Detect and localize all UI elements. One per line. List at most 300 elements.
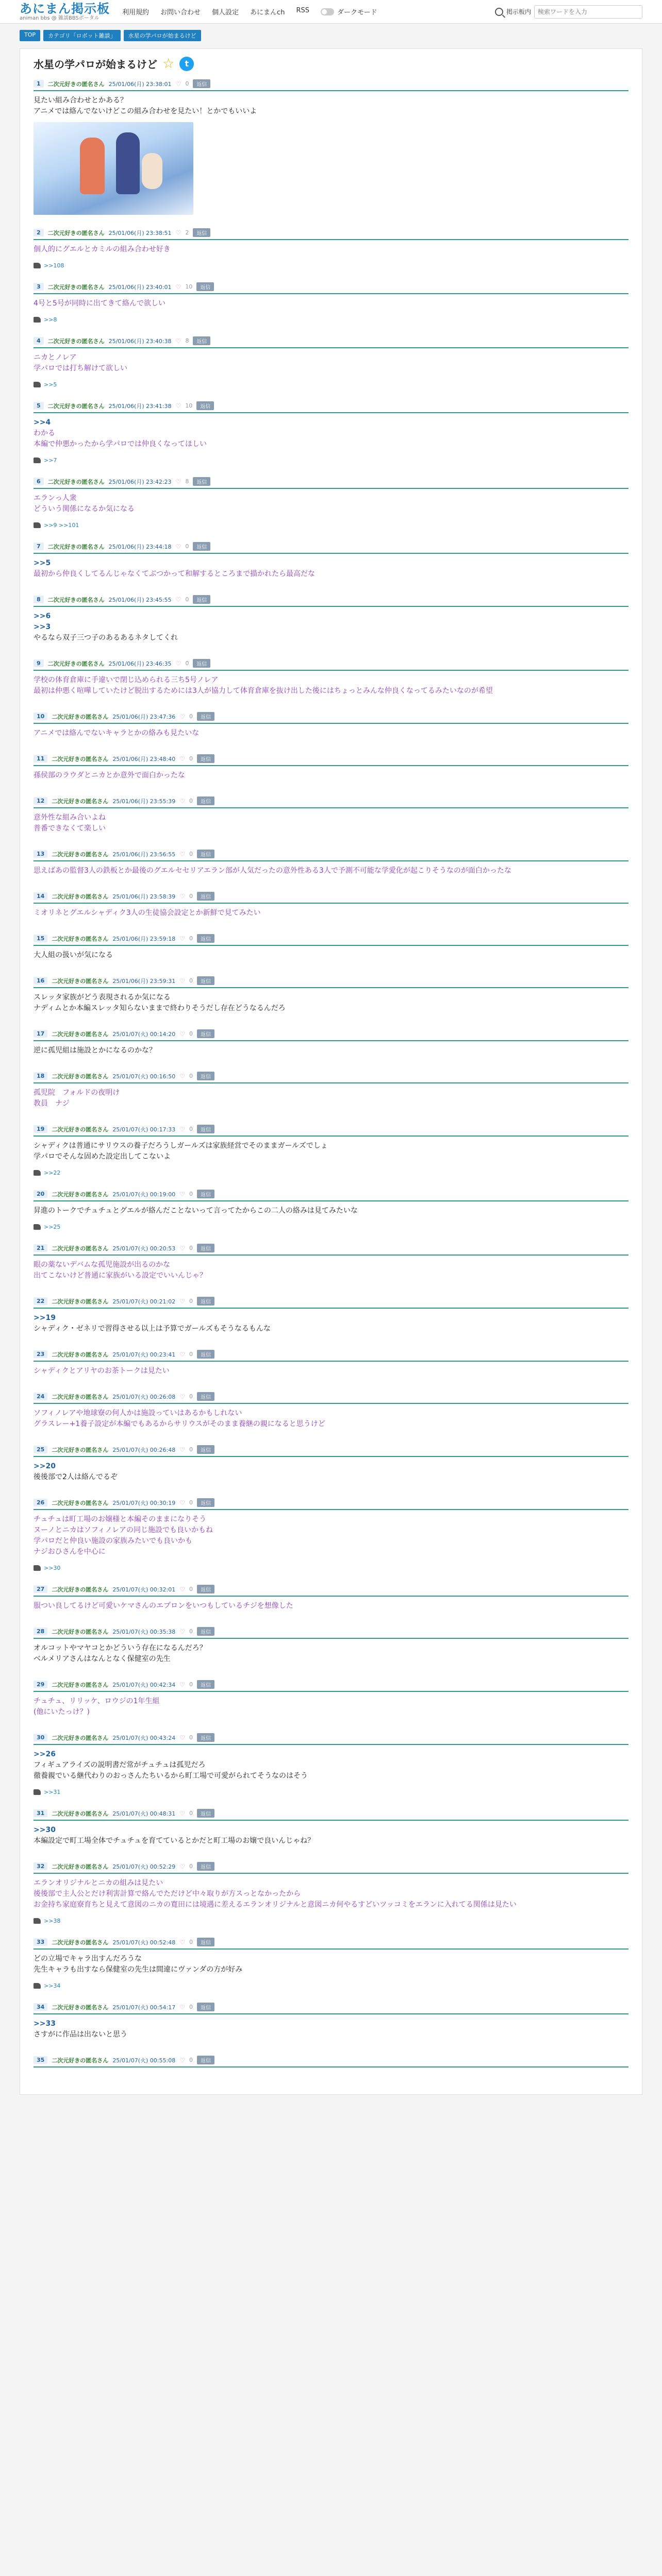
reply-button[interactable]: 返信 xyxy=(197,754,214,763)
post-number[interactable]: 27 xyxy=(34,1585,47,1593)
post xyxy=(34,1862,628,1924)
post-date: 25/01/07(火) 00:20:53 xyxy=(112,1245,176,1252)
like-count: 0 xyxy=(189,1499,193,1506)
post-header xyxy=(34,754,628,766)
post-replies xyxy=(34,1918,628,1924)
quote-link[interactable]: >>20 xyxy=(34,1462,56,1470)
post-number[interactable]: 28 xyxy=(34,1628,47,1635)
reply-button[interactable]: 返信 xyxy=(197,976,214,985)
post-body xyxy=(34,1201,628,1218)
reply-button[interactable]: 返信 xyxy=(197,1680,214,1689)
body-line: 徹養親でいる継代わりのおっさんたちいるから町工場で可愛がられてそうなのはそう xyxy=(34,1772,308,1780)
reply-links[interactable]: >>31 xyxy=(44,1789,61,1795)
heart-icon[interactable]: ♡ xyxy=(179,797,185,805)
post-body xyxy=(34,1041,628,1058)
body-line: 見たい組み合わせとかある？ xyxy=(34,96,127,105)
body-line: 本編で仲悪かったから学パロでは仲良くなってほしい xyxy=(34,440,207,448)
post-number[interactable]: 30 xyxy=(34,1734,47,1741)
site-header xyxy=(0,0,662,24)
heart-icon[interactable]: ♡ xyxy=(175,659,181,667)
page-title: 水星の学パロが始まるけど xyxy=(34,58,157,71)
post xyxy=(34,2003,628,2042)
like-count: 0 xyxy=(189,755,193,762)
reply-icon xyxy=(34,317,41,323)
like-count: 2 xyxy=(185,229,189,236)
post xyxy=(34,1029,628,1058)
post-date: 25/01/07(火) 00:54:17 xyxy=(112,2004,176,2011)
post xyxy=(34,659,628,699)
like-count: 0 xyxy=(185,80,189,87)
post-body xyxy=(34,1404,628,1432)
post-header xyxy=(34,850,628,861)
quote-link[interactable]: >>3 xyxy=(34,623,51,631)
post-header xyxy=(34,2056,628,2067)
character-figure xyxy=(80,138,105,194)
post-header xyxy=(34,1350,628,1362)
poster-name: 二次元好きの匿名さん xyxy=(52,798,109,805)
reply-button[interactable]: 返信 xyxy=(197,1627,214,1636)
heart-icon[interactable]: ♡ xyxy=(175,337,181,345)
heart-icon[interactable]: ♡ xyxy=(179,713,185,720)
post-header xyxy=(34,542,628,554)
post-replies xyxy=(34,1565,628,1571)
quote-link[interactable]: >>19 xyxy=(34,1314,56,1322)
post-number[interactable]: 20 xyxy=(34,1190,47,1198)
reply-button[interactable]: 返信 xyxy=(197,1297,214,1306)
post-body xyxy=(34,671,628,699)
dark-mode-label: ダークモード xyxy=(337,9,377,16)
reply-button[interactable]: 返信 xyxy=(197,712,214,721)
like-count: 0 xyxy=(189,2057,193,2063)
heart-icon[interactable]: ♡ xyxy=(175,80,181,88)
body-line: スレッタ家族がどう表現されるか気になる xyxy=(34,993,171,1002)
post-body xyxy=(34,489,628,517)
like-count: 0 xyxy=(189,851,193,857)
post-body xyxy=(34,413,628,452)
body-line: 普番できなくて楽しい xyxy=(34,824,106,833)
toggle-switch[interactable] xyxy=(321,8,334,15)
top-nav xyxy=(122,7,309,16)
thread-header xyxy=(34,56,628,71)
post-number[interactable]: 15 xyxy=(34,935,47,942)
reply-icon xyxy=(34,1918,41,1924)
post-date: 25/01/06(月) 23:40:01 xyxy=(108,283,172,291)
post-date: 25/01/06(月) 23:47:36 xyxy=(112,713,176,720)
post xyxy=(34,1125,628,1176)
post-body xyxy=(34,1137,628,1164)
character-figure xyxy=(142,153,162,189)
post-image[interactable] xyxy=(34,122,193,215)
post-date: 25/01/07(火) 00:55:08 xyxy=(112,2057,176,2064)
post-number[interactable]: 6 xyxy=(34,478,44,485)
heart-icon[interactable]: ♡ xyxy=(179,1938,185,1946)
reply-links[interactable]: >>25 xyxy=(44,1224,61,1230)
post-body xyxy=(34,724,628,741)
poster-name: 二次元好きの匿名さん xyxy=(52,1073,109,1080)
post xyxy=(34,401,628,464)
post-number[interactable]: 23 xyxy=(34,1350,47,1358)
heart-icon[interactable]: ♡ xyxy=(175,596,181,603)
reply-button[interactable]: 返信 xyxy=(197,1392,214,1401)
reply-button[interactable]: 返信 xyxy=(197,1585,214,1594)
like-count: 0 xyxy=(185,543,189,550)
heart-icon[interactable]: ♡ xyxy=(179,1350,185,1358)
post-header xyxy=(34,336,628,348)
poster-name: 二次元好きの匿名さん xyxy=(52,1245,109,1252)
like-count: 10 xyxy=(185,283,193,290)
heart-icon[interactable]: ♡ xyxy=(179,1190,185,1198)
heart-icon[interactable]: ♡ xyxy=(179,1393,185,1400)
search-input[interactable] xyxy=(534,5,642,19)
post-number[interactable]: 11 xyxy=(34,755,47,762)
search-icon[interactable] xyxy=(495,8,503,16)
heart-icon[interactable]: ♡ xyxy=(179,935,185,942)
post-body xyxy=(34,1083,628,1111)
quote-link[interactable]: >>5 xyxy=(34,559,51,567)
post-number[interactable]: 5 xyxy=(34,402,44,410)
post-number[interactable]: 9 xyxy=(34,659,44,667)
reply-button[interactable]: 返信 xyxy=(197,1072,214,1080)
heart-icon[interactable]: ♡ xyxy=(179,1585,185,1593)
post-number[interactable]: 12 xyxy=(34,797,47,805)
site-subtitle: animan bbs @ 雑談BBSポータル xyxy=(20,15,100,21)
poster-name: 二次元好きの匿名さん xyxy=(52,2004,109,2011)
heart-icon[interactable]: ♡ xyxy=(179,892,185,900)
post xyxy=(34,1297,628,1336)
post-date: 25/01/06(月) 23:45:55 xyxy=(108,596,172,603)
body-line: オルコットやマヤコとかどういう存在になるんだろ？ xyxy=(34,1644,207,1652)
breadcrumb-thread[interactable]: 水星の学パロが始まるけど xyxy=(124,30,201,41)
post xyxy=(34,1392,628,1432)
poster-name: 二次元好きの匿名さん xyxy=(52,1810,109,1817)
heart-icon[interactable]: ♡ xyxy=(179,1862,185,1870)
post-number[interactable]: 34 xyxy=(34,2003,47,2011)
post xyxy=(34,336,628,388)
post-date: 25/01/07(火) 00:21:02 xyxy=(112,1298,176,1305)
post-body xyxy=(34,1692,628,1720)
poster-name: 二次元好きの匿名さん xyxy=(52,1298,109,1305)
poster-name: 二次元好きの匿名さん xyxy=(52,935,109,942)
post-date: 25/01/06(月) 23:42:23 xyxy=(108,478,172,485)
reply-icon xyxy=(34,1224,41,1230)
reply-links[interactable]: >>8 xyxy=(44,316,57,323)
reply-button[interactable]: 返信 xyxy=(197,1809,214,1818)
reply-button[interactable]: 返信 xyxy=(196,401,214,410)
poster-name: 二次元好きの匿名さん xyxy=(52,1628,109,1635)
breadcrumb-top[interactable]: TOP xyxy=(20,30,40,41)
reply-links[interactable]: >>9 >>101 xyxy=(44,522,79,529)
heart-icon[interactable]: ♡ xyxy=(179,1297,185,1305)
reply-button[interactable]: 返信 xyxy=(197,1733,214,1742)
reply-button[interactable]: 返信 xyxy=(197,850,214,858)
post-number[interactable]: 16 xyxy=(34,977,47,985)
body-line: 最初は仲悪く喧嘩していたけど脱出するためには3人が協力して体育倉庫を抜け出した後にはちょっとみんな仲良くなってるみたいなのが希望 xyxy=(34,687,493,695)
reply-button[interactable]: 返信 xyxy=(197,2056,214,2064)
twitter-share-icon[interactable]: t xyxy=(179,57,194,71)
post xyxy=(34,1190,628,1230)
heart-icon[interactable]: ♡ xyxy=(175,543,181,550)
post-header xyxy=(34,1190,628,1201)
post-body xyxy=(34,808,628,836)
heart-icon[interactable]: ♡ xyxy=(179,1809,185,1817)
like-count: 0 xyxy=(189,1030,193,1037)
reply-links[interactable]: >>22 xyxy=(44,1170,61,1176)
reply-button[interactable]: 返信 xyxy=(193,659,210,668)
post xyxy=(34,934,628,963)
post-date: 25/01/07(火) 00:43:24 xyxy=(112,1734,176,1741)
post-number[interactable]: 17 xyxy=(34,1030,47,1038)
reply-button[interactable]: 返信 xyxy=(197,1029,214,1038)
reply-button[interactable]: 返信 xyxy=(193,336,210,345)
nav-rss[interactable]: RSS xyxy=(296,7,309,14)
poster-name: 二次元好きの匿名さん xyxy=(47,337,105,345)
post-number[interactable]: 14 xyxy=(34,892,47,900)
like-count: 8 xyxy=(185,337,189,344)
poster-name: 二次元好きの匿名さん xyxy=(52,1863,109,1870)
post-body xyxy=(34,91,628,119)
post-number[interactable]: 22 xyxy=(34,1297,47,1305)
reply-button[interactable]: 返信 xyxy=(197,796,214,805)
quote-link[interactable]: >>6 xyxy=(34,612,51,620)
poster-name: 二次元好きの匿名さん xyxy=(47,80,105,88)
post-number[interactable]: 19 xyxy=(34,1125,47,1133)
body-line: シャディク・ゼネリで習得させる以上は予算でガールズもそうなるもんな xyxy=(34,1325,271,1333)
reply-button[interactable]: 返信 xyxy=(197,1862,214,1871)
heart-icon[interactable]: ♡ xyxy=(179,1446,185,1453)
post-number[interactable]: 32 xyxy=(34,1862,47,1870)
heart-icon[interactable]: ♡ xyxy=(179,1734,185,1741)
heart-icon[interactable]: ♡ xyxy=(179,1125,185,1133)
quote-link[interactable]: >>30 xyxy=(34,1826,56,1834)
heart-icon[interactable]: ♡ xyxy=(179,1499,185,1506)
site-logo[interactable] xyxy=(20,2,110,21)
nav-terms[interactable]: 利用規約 xyxy=(122,9,150,16)
body-line: 個人的にグエルとカミルの組み合わせ好き xyxy=(34,245,171,253)
heart-icon[interactable]: ♡ xyxy=(175,229,181,236)
post-date: 25/01/07(火) 00:32:01 xyxy=(112,1586,176,1593)
post-date: 25/01/06(月) 23:46:35 xyxy=(108,660,172,667)
post-body xyxy=(34,2014,628,2042)
body-line: 昇進のトークでチュチュとグエルが絡んだことないって言ってたからこの二人の絡みは見てみたいな xyxy=(34,1207,358,1215)
post-body xyxy=(34,607,628,646)
heart-icon[interactable]: ♡ xyxy=(179,1072,185,1080)
star-icon[interactable]: ☆ xyxy=(162,56,175,72)
post xyxy=(34,1350,628,1379)
like-count: 0 xyxy=(189,798,193,804)
reply-button[interactable]: 返信 xyxy=(197,1445,214,1454)
body-line: 最初から仲良くしてるんじゃなくてぶつかって和解するところまで描かれたら最高だな xyxy=(34,570,315,578)
post-number[interactable]: 24 xyxy=(34,1393,47,1400)
post-number[interactable]: 10 xyxy=(34,713,47,720)
poster-name: 二次元好きの匿名さん xyxy=(52,1499,109,1506)
post-date: 25/01/07(火) 00:17:33 xyxy=(112,1126,176,1133)
nav-settings[interactable]: 個人設定 xyxy=(212,9,239,16)
reply-button[interactable]: 返信 xyxy=(197,892,214,901)
post-replies xyxy=(34,316,628,323)
post-number[interactable]: 1 xyxy=(34,80,44,88)
post-body xyxy=(34,1745,628,1784)
reply-button[interactable]: 返信 xyxy=(197,934,214,943)
heart-icon[interactable]: ♡ xyxy=(175,402,181,410)
post-replies xyxy=(34,1789,628,1795)
like-count: 0 xyxy=(189,1586,193,1592)
post xyxy=(34,796,628,836)
post-number[interactable]: 3 xyxy=(34,283,44,291)
like-count: 0 xyxy=(189,1298,193,1304)
post-body xyxy=(34,1362,628,1379)
post-number[interactable]: 21 xyxy=(34,1244,47,1252)
post-header xyxy=(34,892,628,904)
poster-name: 二次元好きの匿名さん xyxy=(52,851,109,858)
heart-icon[interactable]: ♡ xyxy=(179,850,185,858)
nav-animanch[interactable]: あにまんch xyxy=(250,9,285,16)
post-number[interactable]: 8 xyxy=(34,596,44,603)
reply-links[interactable]: >>7 xyxy=(44,457,57,464)
poster-name: 二次元好きの匿名さん xyxy=(47,478,105,485)
post-header xyxy=(34,282,628,294)
reply-button[interactable]: 返信 xyxy=(193,542,210,551)
post-list xyxy=(34,79,628,2074)
post-replies xyxy=(34,1224,628,1230)
reply-button[interactable]: 返信 xyxy=(197,1190,214,1198)
reply-button[interactable]: 返信 xyxy=(197,1938,214,1946)
body-line: チュチュは町工場のお嬢様と本編そのままになりそう xyxy=(34,1515,207,1523)
reply-button[interactable]: 返信 xyxy=(197,1350,214,1359)
post-header xyxy=(34,1244,628,1256)
post xyxy=(34,228,628,269)
body-line: ナジおひさんを中心に xyxy=(34,1548,106,1556)
post-number[interactable]: 25 xyxy=(34,1446,47,1453)
reply-button[interactable]: 返信 xyxy=(197,1498,214,1507)
post xyxy=(34,1733,628,1795)
body-line: 本編設定で町工場全体でチュチュを育てているとかだと町工場のお嬢で良いんじゃね？ xyxy=(34,1837,315,1845)
body-line: 服つい良してるけど可愛いケマさんのエプロンをいつもしているチジを想像した xyxy=(34,1602,293,1610)
body-line: 思えばあの監督3人の鉄板とか最後のグエルセセリアエラン部が人気だったの意外性ある3人で予測不可能な学愛化が起こりそうなのが面白かったな xyxy=(34,867,511,875)
quote-link[interactable]: >>4 xyxy=(34,418,51,427)
heart-icon[interactable]: ♡ xyxy=(179,755,185,762)
post-date: 25/01/06(月) 23:59:31 xyxy=(112,977,176,985)
post-number[interactable]: 26 xyxy=(34,1499,47,1506)
body-line: 意外性な組み合いよね xyxy=(34,814,106,822)
post-header xyxy=(34,1680,628,1692)
post-number[interactable]: 18 xyxy=(34,1072,47,1080)
quote-link[interactable]: >>33 xyxy=(34,2020,56,2028)
post xyxy=(34,1498,628,1571)
reply-links[interactable]: >>38 xyxy=(44,1918,61,1924)
post-body xyxy=(34,2067,628,2074)
post-header xyxy=(34,1585,628,1597)
post-date: 25/01/06(月) 23:55:39 xyxy=(112,798,176,805)
search-scope-select[interactable]: 掲示板内 xyxy=(506,8,531,15)
post-date: 25/01/07(火) 00:26:48 xyxy=(112,1446,176,1453)
thread-container xyxy=(20,48,642,2095)
body-line: さすがに作品は出ないと思う xyxy=(34,2030,127,2039)
post-date: 25/01/06(月) 23:44:18 xyxy=(108,543,172,550)
post-date: 25/01/07(火) 00:26:08 xyxy=(112,1393,176,1400)
poster-name: 二次元好きの匿名さん xyxy=(47,283,105,291)
like-count: 0 xyxy=(189,1734,193,1741)
heart-icon[interactable]: ♡ xyxy=(179,1244,185,1252)
body-line: (他にいたっけ？) xyxy=(34,1708,90,1716)
post-body xyxy=(34,1309,628,1336)
heart-icon[interactable]: ♡ xyxy=(179,1681,185,1688)
post-header xyxy=(34,712,628,724)
post-number[interactable]: 2 xyxy=(34,229,44,236)
post-header xyxy=(34,1733,628,1745)
heart-icon[interactable]: ♡ xyxy=(179,2003,185,2011)
poster-name: 二次元好きの匿名さん xyxy=(52,2057,109,2064)
post-body xyxy=(34,1457,628,1485)
heart-icon[interactable]: ♡ xyxy=(175,478,181,485)
heart-icon[interactable]: ♡ xyxy=(175,283,181,291)
quote-link[interactable]: >>26 xyxy=(34,1750,56,1758)
post-date: 25/01/07(火) 00:30:19 xyxy=(112,1499,176,1506)
reply-button[interactable]: 返信 xyxy=(197,1125,214,1133)
poster-name: 二次元好きの匿名さん xyxy=(52,1030,109,1038)
post xyxy=(34,1809,628,1849)
post-header xyxy=(34,659,628,671)
post-replies xyxy=(34,381,628,388)
post-body xyxy=(34,1639,628,1667)
heart-icon[interactable]: ♡ xyxy=(179,1628,185,1635)
post xyxy=(34,1680,628,1720)
post xyxy=(34,79,628,215)
like-count: 0 xyxy=(189,1393,193,1400)
post-number[interactable]: 35 xyxy=(34,2056,47,2064)
reply-button[interactable]: 返信 xyxy=(197,2003,214,2011)
body-line: 教員 ナジ xyxy=(34,1099,70,1108)
like-count: 0 xyxy=(189,2004,193,2010)
nav-contact[interactable]: お問い合わせ xyxy=(160,9,201,16)
poster-name: 二次元好きの匿名さん xyxy=(47,543,105,550)
poster-name: 二次元好きの匿名さん xyxy=(47,596,105,603)
breadcrumb-category[interactable]: カテゴリ「ロボット雑談」 xyxy=(43,30,121,41)
heart-icon[interactable]: ♡ xyxy=(179,977,185,985)
reply-links[interactable]: >>108 xyxy=(44,262,64,269)
post xyxy=(34,477,628,529)
reply-links[interactable]: >>5 xyxy=(44,381,57,388)
reply-links[interactable]: >>30 xyxy=(44,1565,61,1571)
like-count: 0 xyxy=(189,977,193,984)
reply-button[interactable]: 返信 xyxy=(193,595,210,604)
reply-button[interactable]: 返信 xyxy=(193,477,210,486)
reply-button[interactable]: 返信 xyxy=(193,228,210,237)
post xyxy=(34,1072,628,1111)
reply-icon xyxy=(34,522,41,528)
post-number[interactable]: 13 xyxy=(34,850,47,858)
poster-name: 二次元好きの匿名さん xyxy=(52,1586,109,1593)
post-number[interactable]: 29 xyxy=(34,1681,47,1688)
heart-icon[interactable]: ♡ xyxy=(179,2056,185,2064)
post xyxy=(34,1585,628,1614)
post xyxy=(34,754,628,783)
body-line: 孫侯部のラウダとニカとか意外で面白かったな xyxy=(34,771,185,779)
post-number[interactable]: 4 xyxy=(34,337,44,345)
like-count: 0 xyxy=(185,596,189,603)
reply-button[interactable]: 返信 xyxy=(196,282,214,291)
dark-mode-toggle[interactable] xyxy=(321,7,377,16)
post-number[interactable]: 7 xyxy=(34,543,44,550)
post-number[interactable]: 33 xyxy=(34,1938,47,1946)
post-body xyxy=(34,861,628,878)
heart-icon[interactable]: ♡ xyxy=(179,1030,185,1038)
reply-button[interactable]: 返信 xyxy=(197,1244,214,1252)
reply-icon xyxy=(34,263,41,268)
reply-button[interactable]: 返信 xyxy=(193,79,210,88)
body-line: 学パロでそんな固めた設定出してこないよ xyxy=(34,1153,171,1161)
post-number[interactable]: 31 xyxy=(34,1809,47,1817)
reply-links[interactable]: >>34 xyxy=(44,1982,61,1989)
